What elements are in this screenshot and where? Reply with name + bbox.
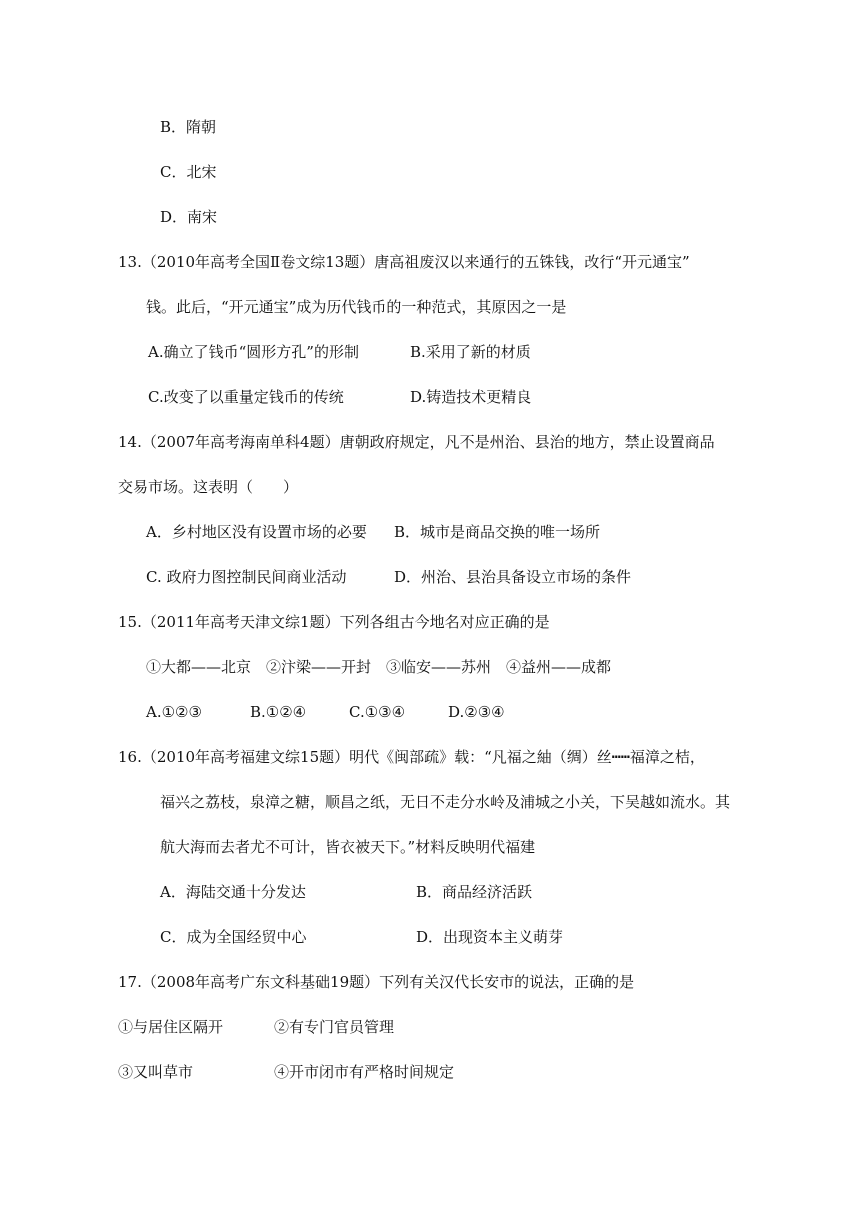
q17-item-4: ④开市闭市有严格时间规定	[274, 1063, 455, 1081]
q15-stem-line1: 15.（2011年高考天津文综1题）下列各组古今地名对应正确的是	[118, 613, 550, 631]
q13-option-c: C.改变了以重量定钱币的传统	[148, 388, 344, 406]
q16-option-d: D．出现资本主义萌芽	[416, 928, 564, 946]
q14-stem-line2: 交易市场。这表明（ ）	[118, 478, 299, 496]
q17-item-2: ②有专门官员管理	[274, 1018, 395, 1036]
q15-option-a: A.①②③	[146, 703, 202, 721]
q17-item-3: ③又叫草市	[118, 1063, 194, 1081]
q13-option-a: A.确立了钱币“圆形方孔”的形制	[148, 343, 359, 361]
q12-option-b: B．隋朝	[160, 118, 217, 136]
q13-option-b: B.采用了新的材质	[410, 343, 531, 361]
q13-option-d: D.铸造技术更精良	[410, 388, 532, 406]
q13-stem-line2: 钱。此后，“开元通宝”成为历代钱币的一种范式，其原因之一是	[146, 298, 567, 316]
q15-option-b: B.①②④	[250, 703, 307, 721]
q15-option-d: D.②③④	[448, 703, 505, 721]
q17-item-1: ①与居住区隔开	[118, 1018, 224, 1036]
q16-option-b: B．商品经济活跃	[416, 883, 533, 901]
q14-option-b: B．城市是商品交换的唯一场所	[394, 523, 601, 541]
q17-stem-line1: 17.（2008年高考广东文科基础19题）下列有关汉代长安市的说法，正确的是	[118, 973, 635, 991]
q12-option-c: C．北宋	[160, 163, 217, 181]
q16-stem-line3: 航大海而去者尤不可计，皆衣被天下。”材料反映明代福建	[160, 838, 536, 856]
q14-option-a: A．乡村地区没有设置市场的必要	[146, 523, 367, 541]
q16-stem-line2: 福兴之荔枝，泉漳之糖，顺昌之纸，无日不走分水岭及浦城之小关，下吴越如流水。其	[160, 793, 731, 811]
q16-option-c: C．成为全国经贸中心	[160, 928, 307, 946]
q15-option-c: C.①③④	[349, 703, 406, 721]
q16-option-a: A．海陆交通十分发达	[160, 883, 306, 901]
q14-option-d: D．州治、县治具备设立市场的条件	[394, 568, 632, 586]
q12-option-d: D．南宋	[160, 208, 218, 226]
q16-stem-line1: 16.（2010年高考福建文综15题）明代《闽部疏》载：“凡福之紬（绸）丝┅┅福漳之桔，	[118, 748, 705, 766]
q15-items: ①大都——北京 ②汴梁——开封 ③临安——苏州 ④益州——成都	[146, 658, 612, 676]
q13-stem-line1: 13.（2010年高考全国Ⅱ卷文综13题）唐高祖废汉以来通行的五铢钱，改行“开元通宝”	[118, 253, 690, 271]
q14-stem-line1: 14.（2007年高考海南单科4题）唐朝政府规定，凡不是州治、县治的地方，禁止设置商品	[118, 433, 715, 451]
q14-option-c: C. 政府力图控制民间商业活动	[146, 568, 347, 586]
